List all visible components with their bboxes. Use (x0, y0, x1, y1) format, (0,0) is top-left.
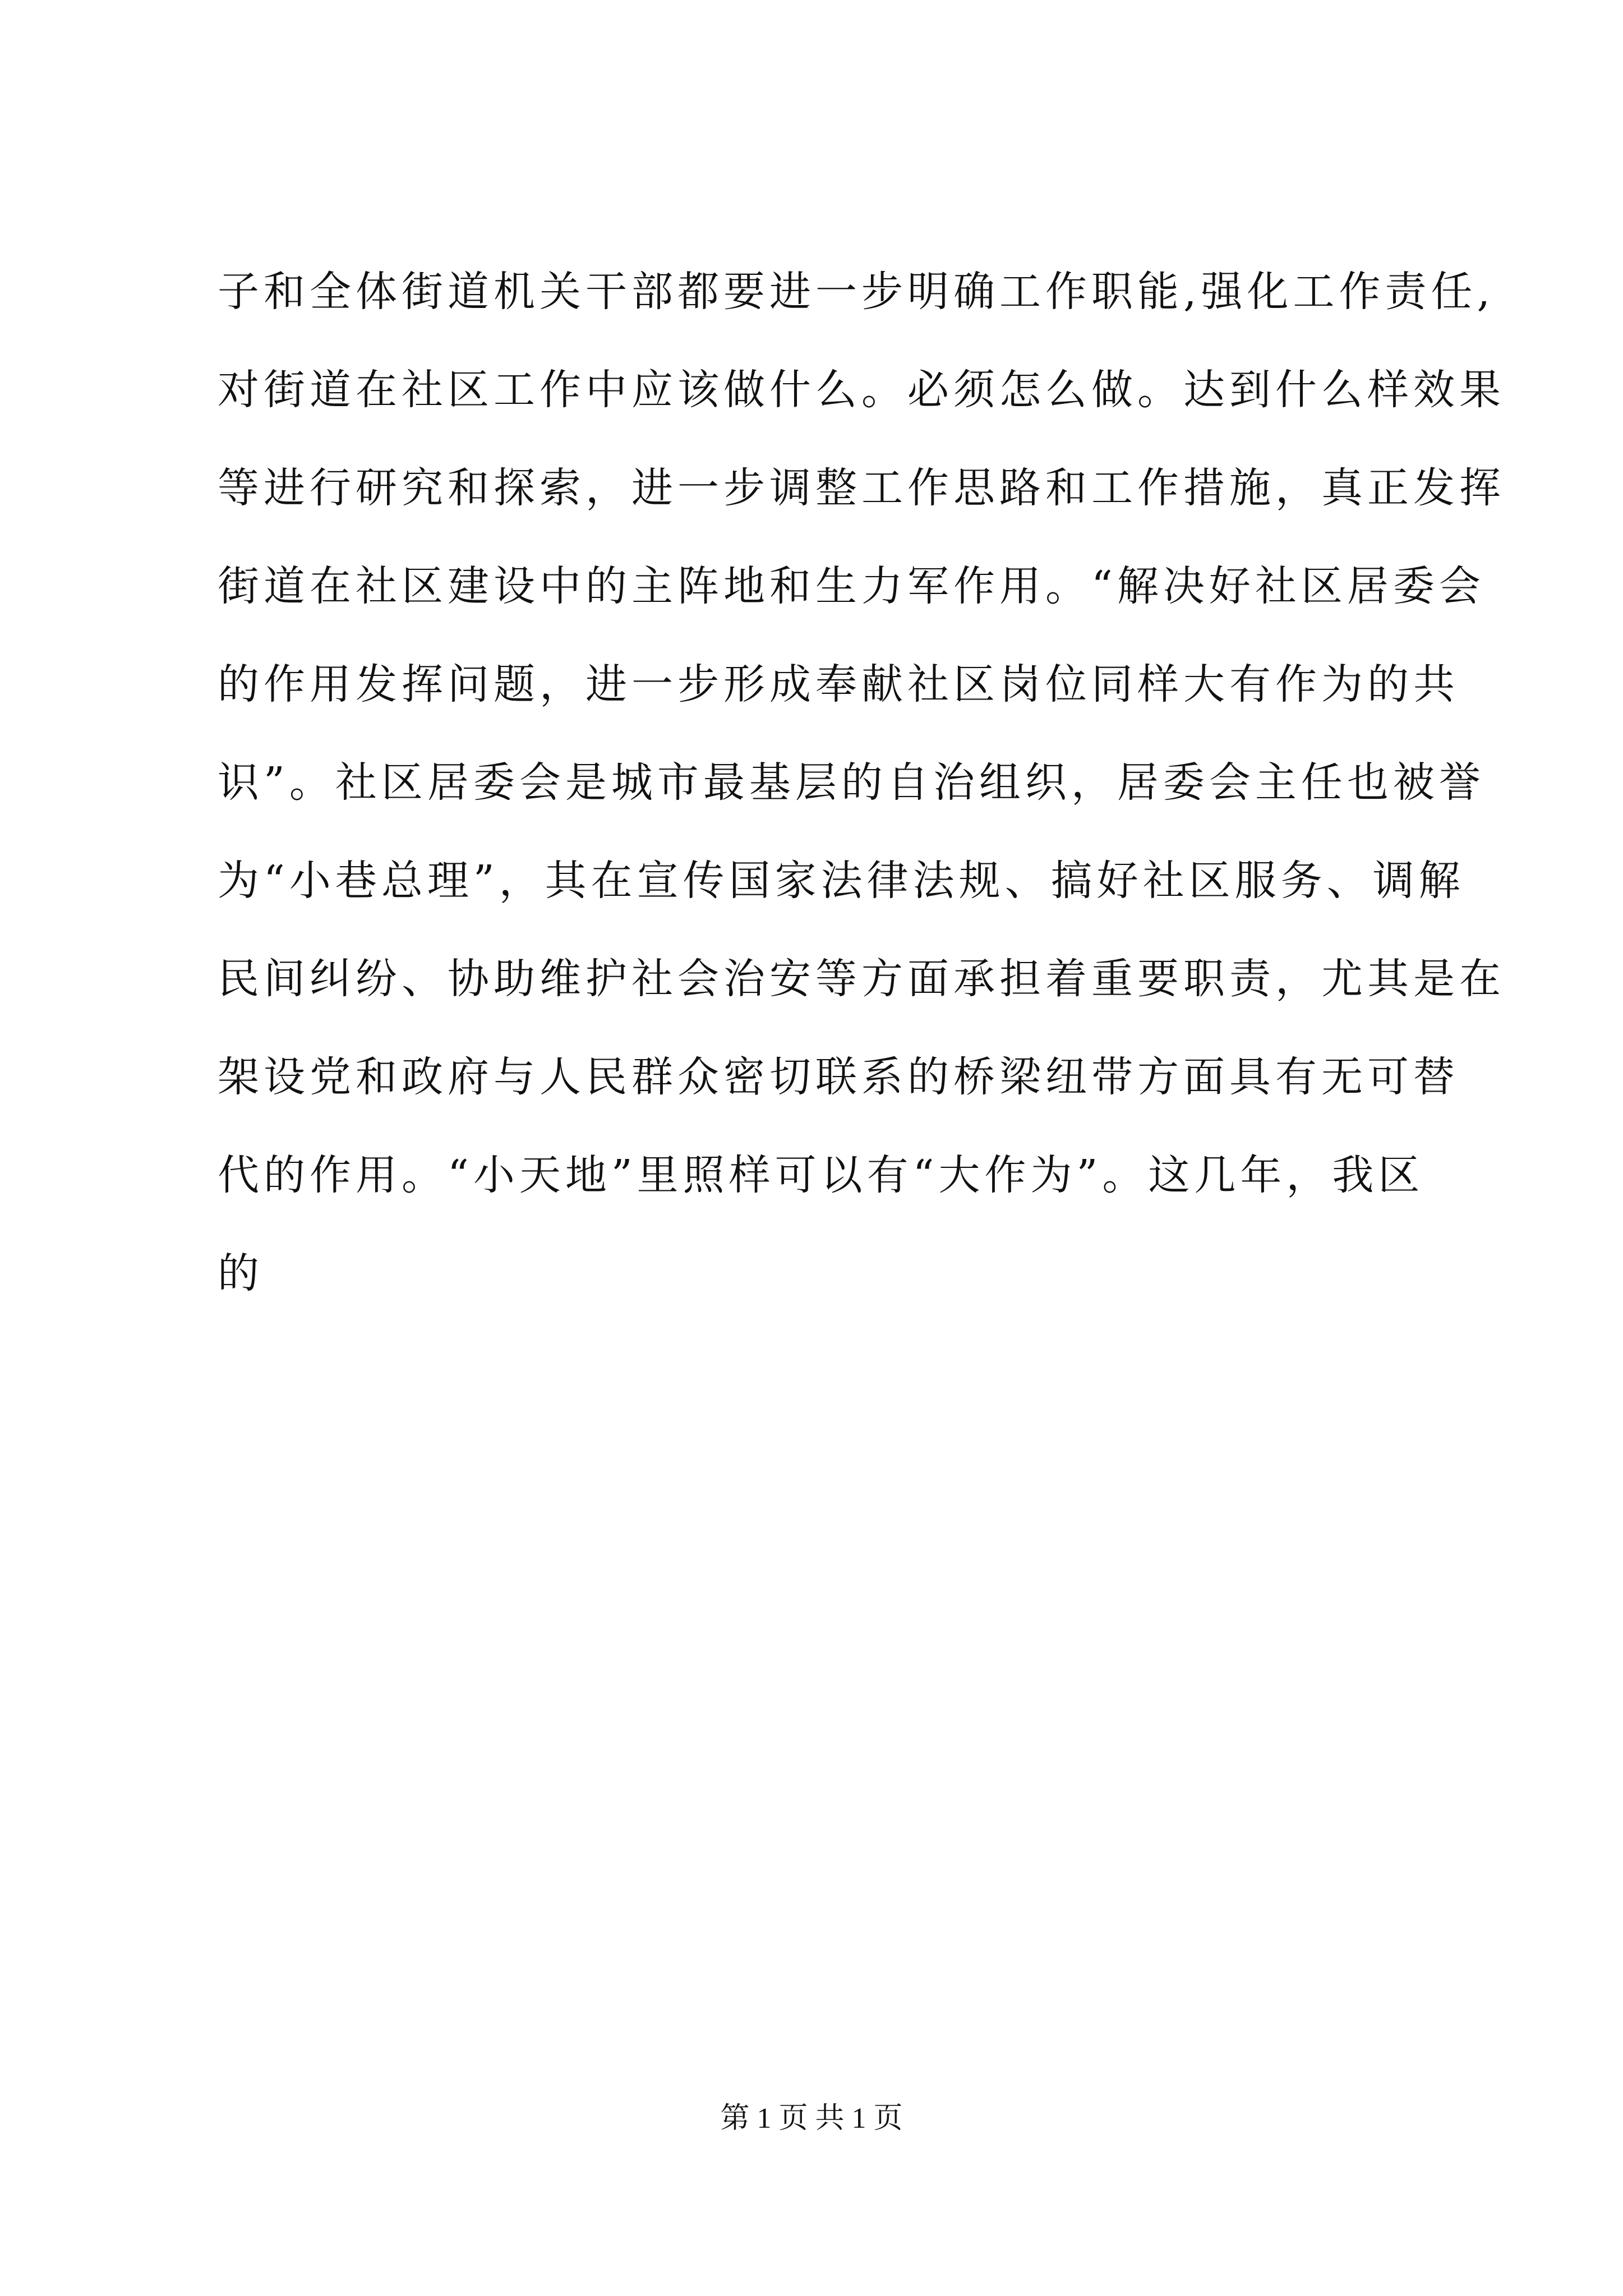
text-line-1: 子和全体街道机关干部都要进一步明确工作职能,强化工作责任, (218, 268, 1495, 316)
page-footer: 第 1 页 共 1 页 (720, 2102, 903, 2134)
text-line-2: 对街道在社区工作中应该做什么。必须怎么做。达到什么样效果 (218, 366, 1505, 414)
text-line-10: 代的作用。“小天地”里照样可以有“大作为”。这几年，我区 (218, 1151, 1424, 1199)
text-line-9: 架设党和政府与人民群众密切联系的桥梁纽带方面具有无可替 (218, 1053, 1459, 1101)
text-line-4: 街道在社区建设中的主阵地和生力军作用。“解决好社区居委会 (218, 562, 1485, 610)
text-line-5: 的作用发挥问题，进一步形成奉献社区岗位同样大有作为的共 (218, 660, 1459, 708)
text-line-7: 为“小巷总理”，其在宣传国家法律法规、搞好社区服务、调解 (218, 857, 1465, 905)
text-line-11: 的 (218, 1249, 264, 1297)
text-line-8: 民间纠纷、协助维护社会治安等方面承担着重要职责，尤其是在 (218, 955, 1505, 1003)
text-line-3: 等进行研究和探索，进一步调整工作思路和工作措施，真正发挥 (218, 464, 1505, 512)
text-line-6: 识”。社区居委会是城市最基层的自治组织，居委会主任也被誉 (218, 758, 1485, 807)
